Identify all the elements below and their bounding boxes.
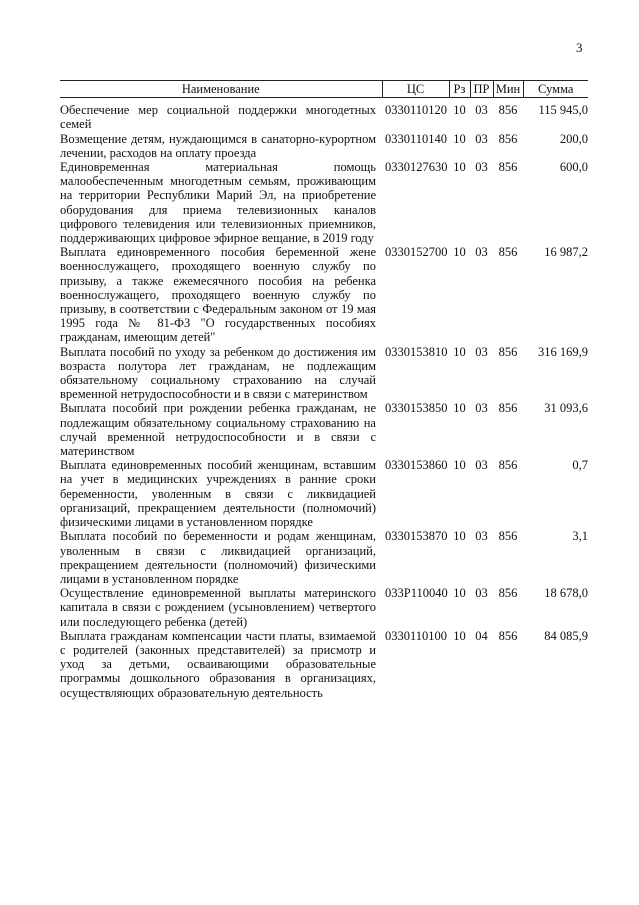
table-row (60, 132, 588, 160)
row-min: 856 (498, 160, 518, 175)
table-header (60, 81, 588, 98)
row-pr: 03 (475, 401, 488, 416)
row-min: 856 (498, 529, 518, 544)
header-rz: Рз (449, 81, 470, 98)
row-rz: 10 (453, 160, 466, 175)
row-rz: 10 (453, 628, 466, 643)
row-pr: 03 (475, 245, 488, 260)
table-row (60, 529, 588, 586)
row-name: Выплата гражданам компенсации части платы, взимаемой с родителей (законных представителей) за присмотр и уход за детьми, осваивающими образовательные программы дошкольного образования в организациях, осуществляющих образовательную деятельность (60, 628, 376, 700)
row-sum: 3,1 (572, 529, 588, 544)
header-name: Наименование (60, 81, 382, 98)
row-rz: 10 (453, 529, 466, 544)
row-sum: 115 945,0 (538, 103, 588, 118)
row-name: Возмещение детям, нуждающимся в санаторно-курортном лечении, расходов на оплату проезда (60, 131, 376, 160)
row-code: 0330110100 (385, 628, 448, 643)
row-pr: 03 (475, 103, 488, 118)
row-min: 856 (498, 245, 518, 260)
row-name: Выплата пособий по беременности и родам женщинам, уволенным в связи с ликвидацией организаций, прекращением деятельности (полномочий) физическими лицами в установленном порядке (60, 529, 376, 586)
header-sum: Сумма (523, 81, 588, 98)
row-code: 0330152700 (385, 245, 448, 260)
row-min: 856 (498, 458, 518, 473)
row-rz: 10 (453, 245, 466, 260)
header-code: ЦС (382, 81, 449, 98)
row-rz: 10 (453, 586, 466, 601)
row-min: 856 (498, 131, 518, 146)
row-code: 0330153850 (385, 401, 448, 416)
row-name: Выплата единовременных пособий женщинам, вставшим на учет в медицинских учреждениях в ранние сроки беременности, уволенным в связи с ликвидацией организаций, прекращением деятельности (полномочий) физическими лицами в установленном порядке (60, 458, 376, 530)
row-min: 856 (498, 628, 518, 643)
row-name: Единовременная материальная помощь малообеспеченным многодетным семьям, проживающим на территории Республики Марий Эл, на приобретение оборудования для приема телевизионных каналов цифрового телевидения или телевизионных приемников, поддерживающих цифровое эфирное вещание, в 2019 году (60, 160, 376, 246)
row-name: Выплата пособий при рождении ребенка гражданам, не подлежащим обязательному социальному страхованию на случай временной нетрудоспособности и в связи с материнством (60, 401, 376, 459)
table-row (60, 160, 588, 245)
row-sum: 16 987,2 (544, 245, 588, 260)
row-rz: 10 (453, 458, 466, 473)
row-code: 033P110040 (385, 586, 448, 601)
table-row (60, 629, 588, 700)
row-min: 856 (498, 103, 518, 118)
row-sum: 200,0 (559, 131, 588, 146)
row-pr: 03 (475, 160, 488, 175)
row-pr: 03 (475, 458, 488, 473)
page-number: 3 (576, 40, 583, 55)
row-sum: 18 678,0 (544, 586, 588, 601)
row-rz: 10 (453, 401, 466, 416)
row-code: 0330153860 (385, 458, 448, 473)
table-body (60, 98, 588, 700)
row-code: 0330153810 (385, 344, 448, 359)
row-pr: 04 (475, 628, 488, 643)
row-name: Выплата единовременного пособия беременной жене военнослужащего, проходящего военную службу по призыву, а также ежемесячного пособия на ребенка военнослужащего, проходящего военную службу по призыву, в соответствии с Федеральным законом от 19 мая 1995 года № 81-ФЗ "О государственных пособиях гражданам, имеющим детей" (60, 245, 376, 345)
row-pr: 03 (475, 586, 488, 601)
row-sum: 600,0 (559, 160, 588, 175)
header-min: Мин (493, 81, 523, 98)
table-row (60, 345, 588, 402)
budget-table (60, 80, 588, 700)
header-row (60, 81, 588, 98)
row-name: Выплата пособий по уходу за ребенком до достижения им возраста полутора лет гражданам, не подлежащим обязательному социальному страхованию на случай временной нетрудоспособности и в связи с материнством (60, 344, 376, 402)
row-rz: 10 (453, 344, 466, 359)
table-row (60, 401, 588, 458)
row-sum: 31 093,6 (544, 401, 588, 416)
header-pr: ПР (470, 81, 493, 98)
table-row (60, 98, 588, 132)
row-code: 0330110140 (385, 131, 448, 146)
row-pr: 03 (475, 529, 488, 544)
table-row (60, 586, 588, 629)
row-sum: 316 169,9 (538, 344, 588, 359)
row-rz: 10 (453, 103, 466, 118)
table-row (60, 245, 588, 344)
table-row (60, 458, 588, 529)
row-pr: 03 (475, 344, 488, 359)
row-pr: 03 (475, 131, 488, 146)
row-min: 856 (498, 401, 518, 416)
row-sum: 84 085,9 (544, 628, 588, 643)
row-rz: 10 (453, 131, 466, 146)
row-min: 856 (498, 344, 518, 359)
row-code: 0330110120 (385, 103, 448, 118)
row-name: Обеспечение мер социальной поддержки многодетных семей (60, 103, 376, 132)
row-min: 856 (498, 586, 518, 601)
row-code: 0330153870 (385, 529, 448, 544)
row-name: Осуществление единовременной выплаты материнского капитала в связи с рождением (усыновлением) четвертого или последующего ребенка (детей) (60, 586, 376, 629)
row-sum: 0,7 (572, 458, 588, 473)
row-code: 0330127630 (385, 160, 448, 175)
